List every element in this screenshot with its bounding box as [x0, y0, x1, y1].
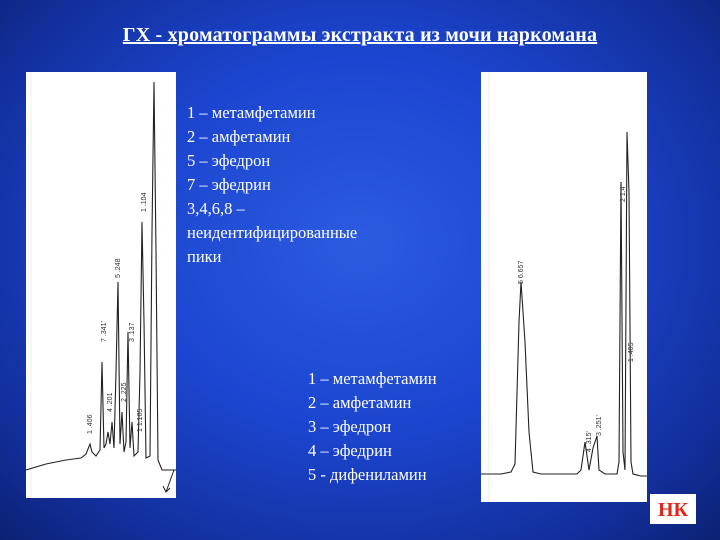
- legend-left: [187, 101, 447, 269]
- peak-label: 1 1.105: [137, 408, 144, 432]
- peak-label: 3 .251': [596, 415, 603, 436]
- legend-item: 3 – эфедрон: [308, 417, 392, 436]
- chromatogram-right-plot: [481, 72, 647, 502]
- chromatogram-left-trace: [26, 82, 176, 470]
- nk-badge[interactable]: НК: [650, 494, 696, 524]
- peak-label: 5 6.657: [518, 260, 525, 284]
- legend-item: 3,4,6,8 –: [187, 199, 245, 218]
- peak-label: 4 .201: [107, 392, 114, 412]
- peak-label: 5 .248: [115, 258, 122, 278]
- legend-item: неидентифицированные: [187, 223, 358, 242]
- legend-item: 5 – эфедрон: [187, 151, 271, 170]
- peak-label: 4 .315': [586, 431, 593, 452]
- peak-label: 7 .341': [101, 321, 108, 342]
- peak-label: 1 .406: [87, 414, 94, 434]
- legend-item: 1 – метамфетамин: [187, 103, 316, 122]
- legend-item: 1 – метамфетамин: [308, 369, 437, 388]
- legend-item: 5 - дифениламин: [308, 465, 427, 484]
- chromatogram-left-plot: [26, 72, 176, 498]
- legend-item: 2 – амфетамин: [187, 127, 291, 146]
- chromatogram-left: [26, 72, 176, 498]
- peak-label: 2 .225: [121, 382, 128, 402]
- peak-label: 1 .104: [141, 192, 148, 212]
- peak-label: 3 .137: [129, 322, 136, 342]
- legend-item: 2 – амфетамин: [308, 393, 412, 412]
- legend-item: пики: [187, 247, 222, 266]
- chromatogram-right-trace: [481, 132, 647, 476]
- chromatogram-right: [481, 72, 647, 502]
- slide-title: ГХ - хроматограммы экстракта из мочи наркомана: [122, 24, 598, 46]
- legend-item: 4 – эфедрин: [308, 441, 392, 460]
- legend-item: 7 – эфедрин: [187, 175, 271, 194]
- peak-label: 1 .405: [628, 342, 635, 362]
- peak-label: 2 1.4': [620, 185, 627, 202]
- legend-right: [308, 367, 498, 487]
